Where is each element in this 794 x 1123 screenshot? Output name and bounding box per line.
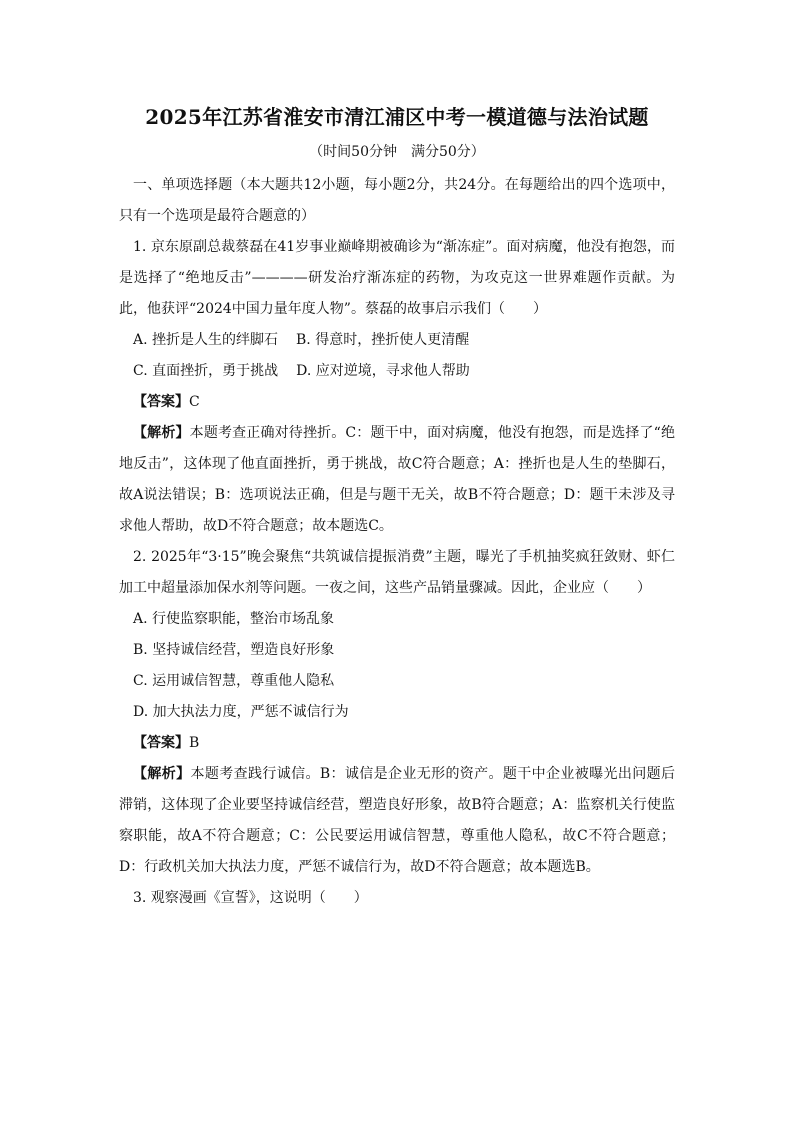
- option-b: B. 坚持诚信经营，塑造良好形象: [133, 642, 335, 658]
- option-d: D. 应对逆境，寻求他人帮助: [296, 363, 470, 379]
- option-a: A. 行使监察职能，整治市场乱象: [133, 611, 335, 627]
- question-2-stem: 2. 2025年“3·15”晚会聚焦“共筑诚信提振消费”主题，曝光了手机抽奖疯狂敛财、虾仁加工中超量添加保水剂等问题。一夜之间，这些产品销量骤减。因此，企业应（ ）: [119, 549, 675, 596]
- exam-time-info: （时间50分钟 满分50分）: [309, 144, 485, 160]
- analysis-tag: 【解析】: [133, 766, 191, 782]
- page-title: 2025年江苏省淮安市清江浦区中考一模道德与法治试题: [145, 105, 649, 129]
- answer-value: B: [189, 735, 200, 751]
- answer-tag: 【答案】: [133, 394, 189, 410]
- question-2-answer: [119, 728, 675, 759]
- option-c: C. 运用诚信智慧，尊重他人隐私: [133, 673, 335, 689]
- exam-content: [119, 170, 675, 914]
- question-1-options-row-2: [119, 356, 675, 387]
- option-a: A. 挫折是人生的绊脚石: [133, 332, 279, 348]
- question-1-answer: [119, 387, 675, 418]
- option-c: C. 直面挫折，勇于挑战: [133, 363, 279, 379]
- analysis-tag: 【解析】: [133, 425, 190, 441]
- question-3-stem: 3. 观察漫画《宣誓》，这说明（ ）: [133, 890, 368, 906]
- section-heading: 一、单项选择题（本大题共12小题，每小题2分，共24分。在每题给出的四个选项中，只有一个选项是最符合题意的）: [119, 177, 675, 224]
- question-1-analysis: [119, 418, 675, 542]
- answer-tag: 【答案】: [133, 735, 189, 751]
- analysis-text: 本题考查正确对待挫折。C：题干中，面对病魔，他没有抱怨，而是选择了“绝地反击”，这体现了他直面挫折，勇于挑战，故C符合题意；A：挫折也是人生的垫脚石，故A说法错误；B：选项说法正确，但是与题干无关，故B不符合题意；D：题干未涉及寻求他人帮助，故D不符合题意；故本题选C。: [119, 425, 676, 534]
- option-d: D. 加大执法力度，严惩不诚信行为: [133, 704, 349, 720]
- question-1-options-row-1: [119, 325, 675, 356]
- answer-value: C: [189, 394, 200, 410]
- option-b: B. 得意时，挫折使人更清醒: [296, 332, 470, 348]
- analysis-text: 本题考查践行诚信。B：诚信是企业无形的资产。题干中企业被曝光出问题后滞销，这体现了企业要坚持诚信经营，塑造良好形象，故B符合题意；A：监察机关行使监察职能，故A不符合题意；C：公民要运用诚信智慧，尊重他人隐私，故C不符合题意；D：行政机关加大执法力度，严惩不诚信行为，故D不符合题意；故本题选B。: [119, 766, 675, 875]
- question-1-stem: 1. 京东原副总裁蔡磊在41岁事业巅峰期被确诊为“渐冻症”。面对病魔，他没有抱怨，而是选择了“绝地反击”————研发治疗渐冻症的药物，为攻克这一世界难题作贡献。为此，他获评“2024中国力量年度人物”。蔡磊的故事启示我们（ ）: [119, 239, 675, 317]
- question-2-analysis: [119, 759, 675, 883]
